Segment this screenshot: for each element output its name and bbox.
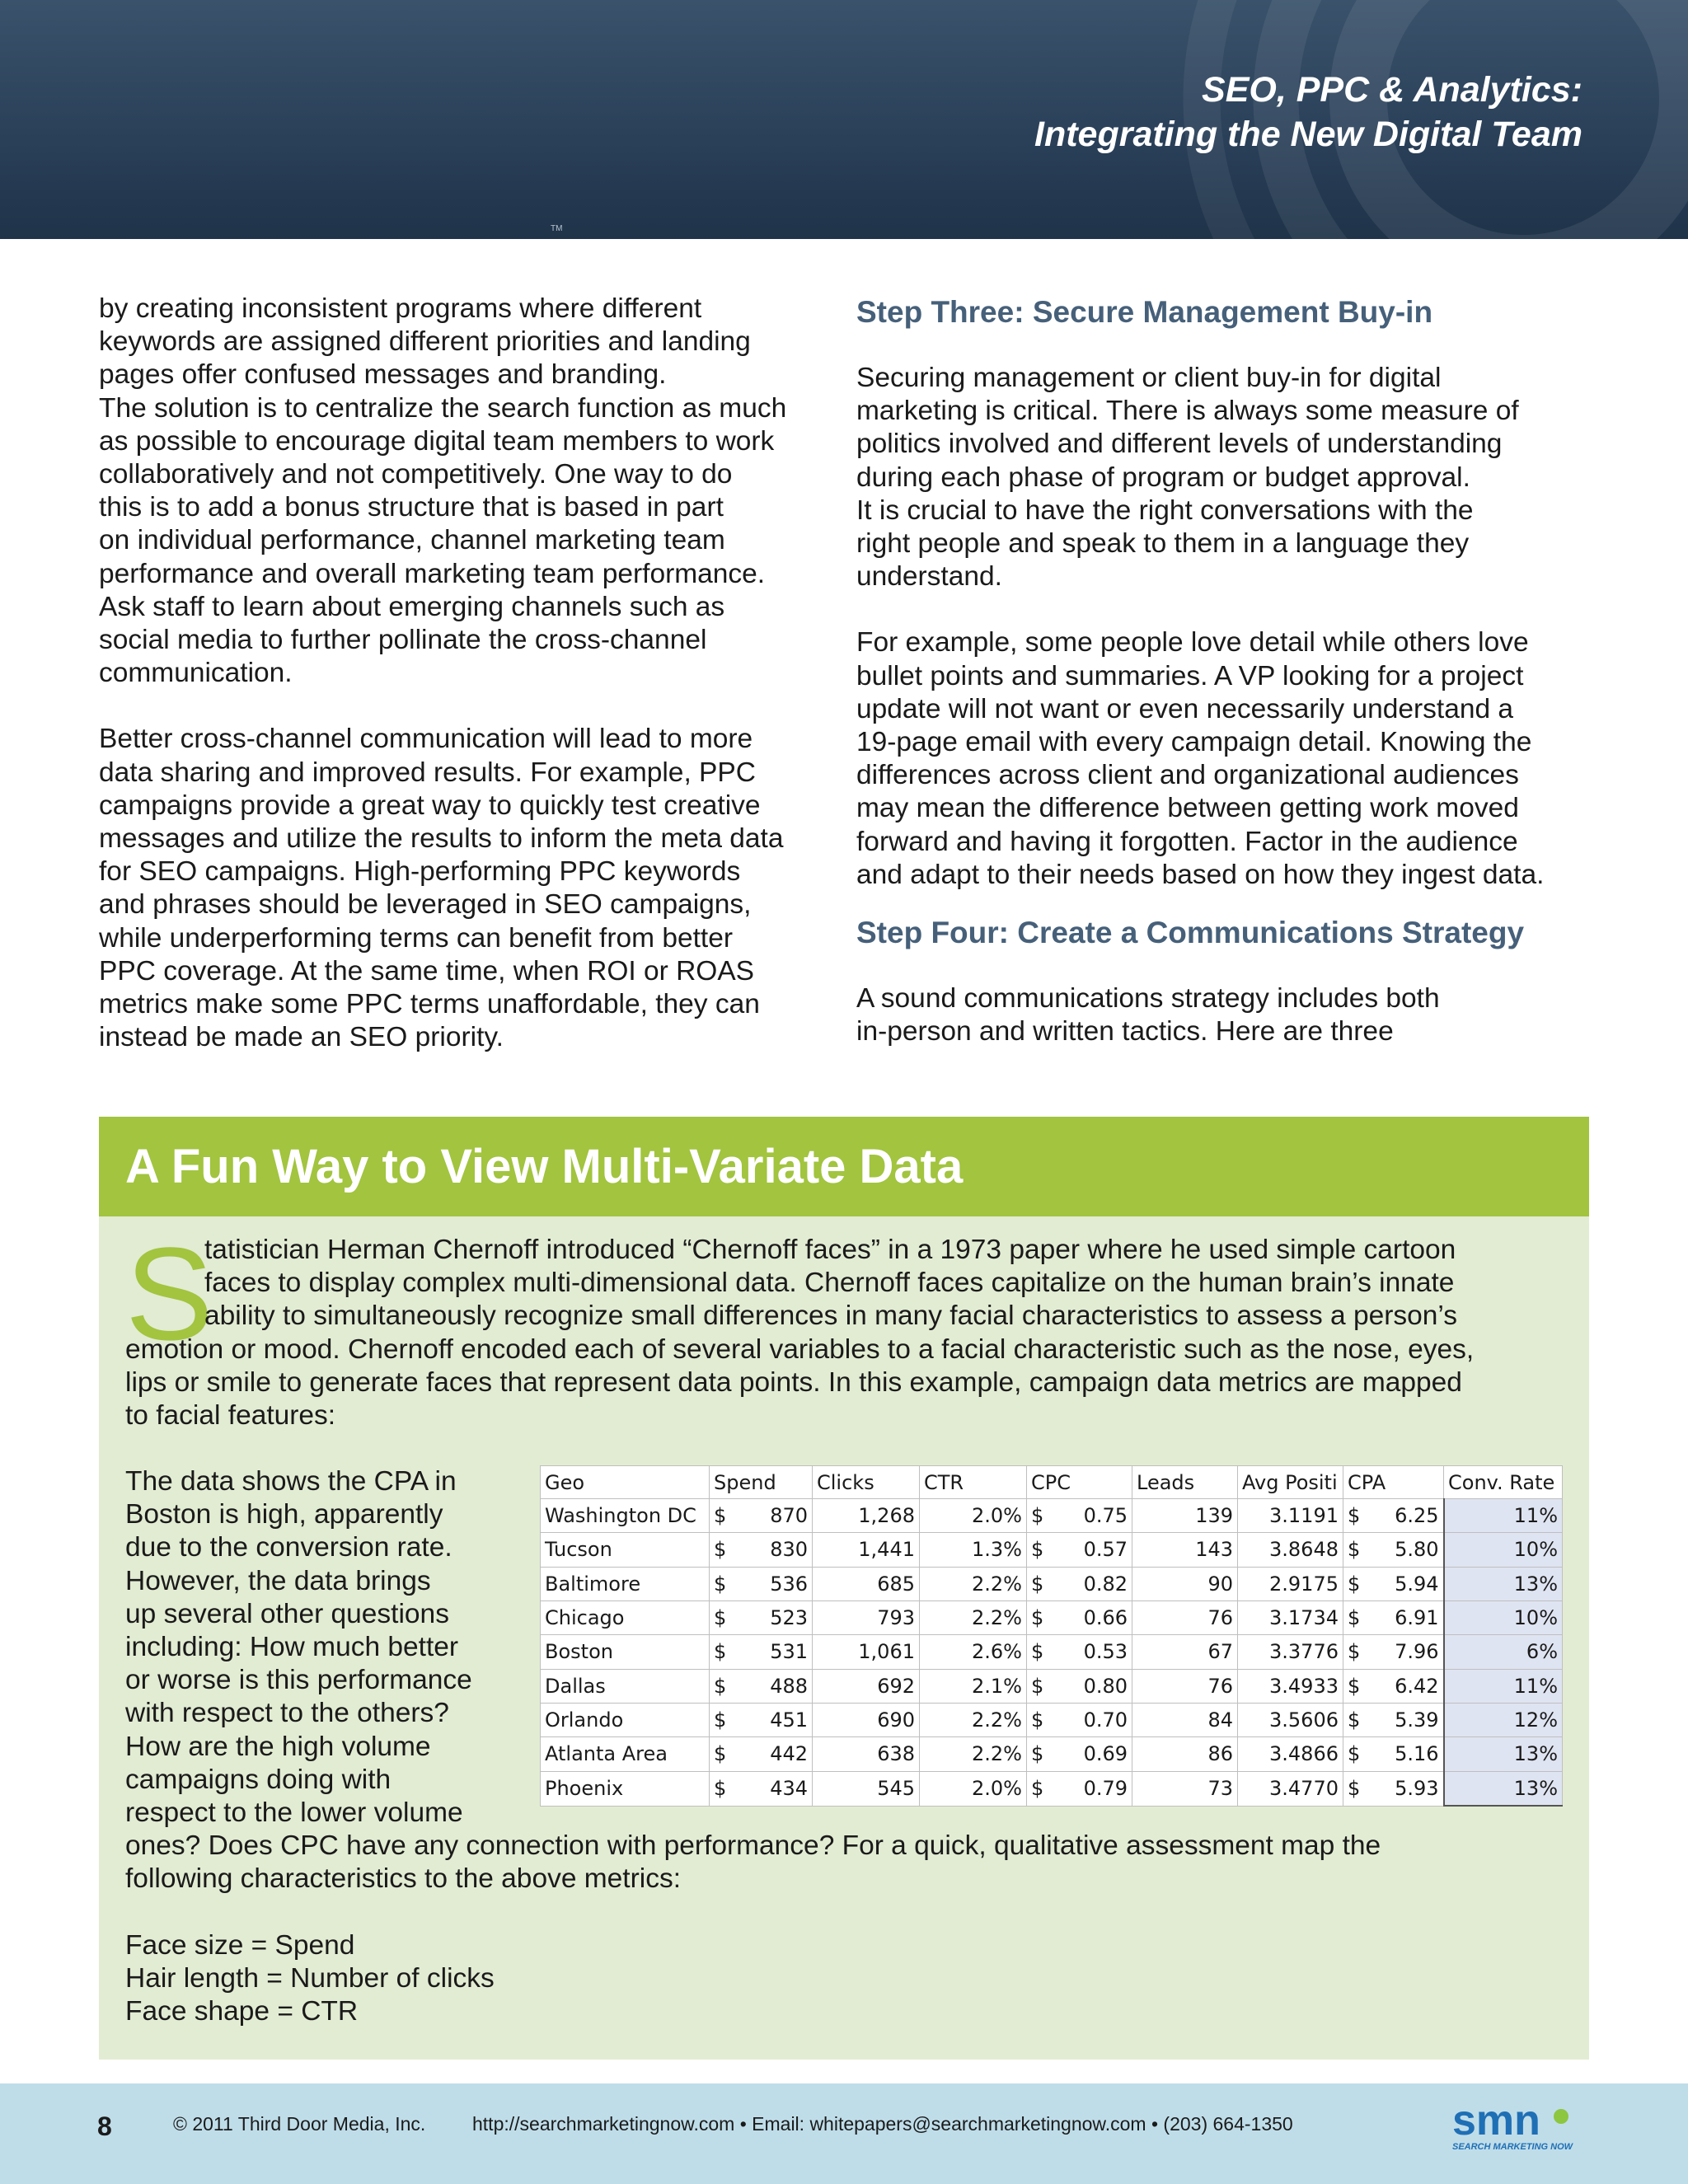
text-line: 19-page email with every campaign detail. Knowing the <box>856 727 1532 758</box>
text-line: social media to further pollinate the cross-channel <box>99 625 707 656</box>
text-line: PPC coverage. At the same time, when ROI or ROAS <box>99 955 755 987</box>
text-line: respect to the lower volume <box>125 1797 463 1829</box>
campaign-data-table <box>540 1465 1563 1807</box>
table-column-header: Geo <box>541 1466 710 1499</box>
text-line: for SEO campaigns. High-performing PPC keywords <box>99 856 741 888</box>
table-cell: $ 0.53 <box>1027 1635 1132 1669</box>
table-cell: 13% <box>1444 1567 1563 1601</box>
table-cell: $ 0.70 <box>1027 1703 1132 1736</box>
table-cell: Orlando <box>541 1703 710 1736</box>
right-paragraph-2 <box>856 626 1598 892</box>
table-row <box>541 1635 1563 1669</box>
table-cell: $ 5.80 <box>1343 1533 1444 1567</box>
table-cell: 90 <box>1132 1567 1238 1601</box>
text-line: update will not want or even necessarily understand a <box>856 693 1514 724</box>
table-cell: 545 <box>813 1771 920 1806</box>
step-three-heading: Step Three: Secure Management Buy-in <box>856 295 1433 329</box>
trademark-mark: TM <box>551 224 563 233</box>
table-cell: Washington DC <box>541 1499 710 1533</box>
table-cell: $ 5.16 <box>1343 1737 1444 1771</box>
table-cell: 1,268 <box>813 1499 920 1533</box>
table-cell: $ 523 <box>710 1601 813 1634</box>
text-line: messages and utilize the results to inform the meta data <box>99 823 784 855</box>
text-line: following characteristics to the above metrics: <box>125 1863 682 1895</box>
text-line: Face size = Spend <box>125 1930 355 1961</box>
text-line: data sharing and improved results. For example, PPC <box>99 757 756 788</box>
table-cell: $ 531 <box>710 1635 813 1669</box>
table-cell: 3.1191 <box>1238 1499 1343 1533</box>
text-line: A sound communications strategy includes both <box>856 983 1440 1015</box>
table-cell: 1,061 <box>813 1635 920 1669</box>
table-cell: 2.6% <box>920 1635 1027 1669</box>
table-row <box>541 1771 1563 1806</box>
step-four-heading: Step Four: Create a Communications Strategy <box>856 916 1525 950</box>
table-cell: 86 <box>1132 1737 1238 1771</box>
text-line: with respect to the others? <box>125 1698 449 1729</box>
text-line: The solution is to centralize the search function as much <box>99 392 787 424</box>
table-cell: $ 7.96 <box>1343 1635 1444 1669</box>
table-cell: $ 0.75 <box>1027 1499 1132 1533</box>
right-paragraph-1 <box>856 362 1598 593</box>
table-cell: $ 442 <box>710 1737 813 1771</box>
text-line: Hair length = Number of clicks <box>125 1963 495 1994</box>
text-line: How are the high volume <box>125 1731 431 1762</box>
table-row <box>541 1499 1563 1533</box>
table-cell: 1.3% <box>920 1533 1027 1567</box>
table-cell: $ 0.80 <box>1027 1669 1132 1703</box>
right-column <box>856 293 1598 1048</box>
table-cell: 2.1% <box>920 1669 1027 1703</box>
table-cell: 2.2% <box>920 1703 1027 1736</box>
callout-intro-full <box>125 1333 1576 1433</box>
table-header-row <box>541 1466 1563 1499</box>
text-line: and adapt to their needs based on how they ingest data. <box>856 859 1545 890</box>
callout-title: A Fun Way to View Multi-Variate Data <box>125 1140 964 1193</box>
contact-info: http://searchmarketingnow.com • Email: whitepapers@searchmarketingnow.com • (203) 664-1350 <box>472 2113 1293 2135</box>
table-row <box>541 1567 1563 1601</box>
table-cell: $ 0.57 <box>1027 1533 1132 1567</box>
table-cell: 3.4866 <box>1238 1737 1343 1771</box>
text-line: pages offer confused messages and branding. <box>99 359 667 391</box>
table-cell: $ 6.91 <box>1343 1601 1444 1634</box>
table-cell: $ 6.42 <box>1343 1669 1444 1703</box>
table-cell: $ 5.94 <box>1343 1567 1444 1601</box>
text-line: forward and having it forgotten. Factor in the audience <box>856 826 1518 857</box>
text-line: understand. <box>856 561 1002 593</box>
text-line: campaigns provide a great way to quickly test creative <box>99 790 761 821</box>
document-title-line-1: SEO, PPC & Analytics: <box>1202 70 1582 110</box>
text-line: instead be made an SEO priority. <box>99 1022 504 1053</box>
text-line: For example, some people love detail while others love <box>856 627 1529 658</box>
table-cell: $ 830 <box>710 1533 813 1567</box>
table-cell: $ 5.93 <box>1343 1771 1444 1806</box>
table-cell: 690 <box>813 1703 920 1736</box>
text-line: due to the conversion rate. <box>125 1532 452 1563</box>
table-cell: Chicago <box>541 1601 710 1634</box>
text-line: by creating inconsistent programs where different <box>99 293 702 324</box>
text-line: up several other questions <box>125 1598 449 1629</box>
table-column-header: CPC <box>1027 1466 1132 1499</box>
text-line: or worse is this performance <box>125 1665 472 1696</box>
table-cell: 3.1734 <box>1238 1601 1343 1634</box>
table-cell: 139 <box>1132 1499 1238 1533</box>
text-line: on individual performance, channel marketing team <box>99 525 725 556</box>
table-cell: Atlanta Area <box>541 1737 710 1771</box>
table-cell: Tucson <box>541 1533 710 1567</box>
table-row <box>541 1737 1563 1771</box>
text-line: Ask staff to learn about emerging channels such as <box>99 591 725 622</box>
document-title-line-2: Integrating the New Digital Team <box>1034 115 1582 154</box>
text-line: It is crucial to have the right conversations with the <box>856 494 1474 526</box>
smn-logo-icon <box>1451 2097 1591 2154</box>
table-cell: $ 434 <box>710 1771 813 1806</box>
table-cell: 11% <box>1444 1499 1563 1533</box>
table-cell: 2.0% <box>920 1771 1027 1806</box>
text-line: in-person and written tactics. Here are three <box>856 1016 1394 1047</box>
table-cell: 638 <box>813 1737 920 1771</box>
text-line: politics involved and different levels of understanding <box>856 429 1503 460</box>
text-line: communication. <box>99 658 293 689</box>
table-cell: 13% <box>1444 1737 1563 1771</box>
table-cell: 3.4933 <box>1238 1669 1343 1703</box>
document-title <box>1034 68 1582 157</box>
table-cell: Baltimore <box>541 1567 710 1601</box>
callout-intro-indented <box>204 1234 1573 1333</box>
drop-cap: S <box>125 1220 213 1367</box>
table-column-header: Conv. Rate <box>1444 1466 1563 1499</box>
text-line: However, the data brings <box>125 1565 431 1596</box>
table-cell: 685 <box>813 1567 920 1601</box>
right-paragraph-3 <box>856 982 1598 1048</box>
table-cell: $ 0.69 <box>1027 1737 1132 1771</box>
table-column-header: Clicks <box>813 1466 920 1499</box>
text-line: faces to display complex multi-dimensional data. Chernoff faces capitalize on the human brain’s innate <box>204 1268 1455 1299</box>
page-number: 8 <box>97 2111 112 2141</box>
table-row <box>541 1601 1563 1634</box>
table-cell: 73 <box>1132 1771 1238 1806</box>
feature-mapping-list <box>125 1929 495 2029</box>
table-cell: 793 <box>813 1601 920 1634</box>
table-cell: 10% <box>1444 1533 1563 1567</box>
table-cell: 2.9175 <box>1238 1567 1343 1601</box>
text-line: Securing management or client buy-in for digital <box>856 363 1442 393</box>
table-row <box>541 1533 1563 1567</box>
table-cell: 3.5606 <box>1238 1703 1343 1736</box>
text-line: right people and speak to them in a language they <box>856 528 1470 560</box>
table-cell: 1,441 <box>813 1533 920 1567</box>
table-cell: Boston <box>541 1635 710 1669</box>
table-cell: 12% <box>1444 1703 1563 1736</box>
left-paragraph-1 <box>99 293 841 690</box>
logo-text: smn <box>1452 2097 1540 2144</box>
text-line: emotion or mood. Chernoff encoded each of several variables to a facial characteristic such as the nose, eyes, <box>125 1334 1475 1365</box>
callout-side-text <box>125 1465 521 1830</box>
table-cell: 692 <box>813 1669 920 1703</box>
table-cell: 11% <box>1444 1669 1563 1703</box>
text-line: lips or smile to generate faces that represent data points. In this example, campaign data metrics are mapped <box>125 1367 1462 1399</box>
table-cell: 76 <box>1132 1669 1238 1703</box>
table-cell: Phoenix <box>541 1771 710 1806</box>
table-cell: $ 0.66 <box>1027 1601 1132 1634</box>
table-row <box>541 1669 1563 1703</box>
text-line: may mean the difference between getting work moved <box>856 793 1519 824</box>
logo-tagline: SEARCH MARKETING NOW <box>1452 2142 1573 2152</box>
text-line: Better cross-channel communication will lead to more <box>99 724 753 755</box>
table-cell: 2.0% <box>920 1499 1027 1533</box>
table-cell: 76 <box>1132 1601 1238 1634</box>
table-cell: 84 <box>1132 1703 1238 1736</box>
text-line: and phrases should be leveraged in SEO campaigns, <box>99 889 752 921</box>
text-line: The data shows the CPA in <box>125 1466 457 1497</box>
table-column-header: CTR <box>920 1466 1027 1499</box>
table-row <box>541 1703 1563 1736</box>
table-cell: $ 5.39 <box>1343 1703 1444 1736</box>
left-column <box>99 293 841 1054</box>
table-cell: 143 <box>1132 1533 1238 1567</box>
text-line: including: How much better <box>125 1632 459 1663</box>
table-cell: 3.8648 <box>1238 1533 1343 1567</box>
table-cell: Dallas <box>541 1669 710 1703</box>
callout-after-text <box>125 1830 1576 1896</box>
table-column-header: Spend <box>710 1466 813 1499</box>
text-line: keywords are assigned different priorities and landing <box>99 326 751 358</box>
page-footer <box>0 2083 1688 2184</box>
table-cell: 3.4770 <box>1238 1771 1343 1806</box>
text-line: performance and overall marketing team performance. <box>99 558 766 589</box>
text-line: tatistician Herman Chernoff introduced “Chernoff faces” in a 1973 paper where he used simple cartoon <box>204 1235 1456 1265</box>
table-cell: $ 0.82 <box>1027 1567 1132 1601</box>
text-line: differences across client and organizational audiences <box>856 760 1519 791</box>
text-line: Boston is high, apparently <box>125 1499 443 1530</box>
table-cell: $ 870 <box>710 1499 813 1533</box>
table-cell: 2.2% <box>920 1737 1027 1771</box>
table-cell: $ 451 <box>710 1703 813 1736</box>
left-paragraph-2 <box>99 723 841 1054</box>
text-line: campaigns doing with <box>125 1764 392 1795</box>
text-line: metrics make some PPC terms unaffordable, they can <box>99 989 760 1020</box>
callout-header <box>99 1117 1589 1216</box>
table-cell: 67 <box>1132 1635 1238 1669</box>
text-line: while underperforming terms can benefit from better <box>99 922 733 954</box>
table-cell: 2.2% <box>920 1601 1027 1634</box>
copyright-text: © 2011 Third Door Media, Inc. <box>173 2113 426 2135</box>
text-line: this is to add a bonus structure that is based in part <box>99 492 724 523</box>
text-line: ability to simultaneously recognize small differences in many facial characteristics to assess a person’s <box>204 1301 1457 1332</box>
table-cell: 3.3776 <box>1238 1635 1343 1669</box>
text-line: collaboratively and not competitively. One way to do <box>99 459 733 490</box>
table-cell: 2.2% <box>920 1567 1027 1601</box>
table-cell: 6% <box>1444 1635 1563 1669</box>
table-cell: $ 536 <box>710 1567 813 1601</box>
text-line: marketing is critical. There is always some measure of <box>856 396 1519 427</box>
table-cell: $ 0.79 <box>1027 1771 1132 1806</box>
text-line: as possible to encourage digital team members to work <box>99 425 775 457</box>
table-cell: $ 6.25 <box>1343 1499 1444 1533</box>
text-line: Face shape = CTR <box>125 1996 359 2027</box>
page-header <box>0 0 1688 239</box>
table-cell: 10% <box>1444 1601 1563 1634</box>
table-column-header: CPA <box>1343 1466 1444 1499</box>
text-line: during each phase of program or budget approval. <box>856 462 1470 493</box>
table-column-header: Avg Positi <box>1238 1466 1343 1499</box>
text-line: bullet points and summaries. A VP looking for a project <box>856 660 1524 691</box>
text-line: ones? Does CPC have any connection with performance? For a quick, qualitative assessment map the <box>125 1830 1381 1861</box>
text-line: to facial features: <box>125 1400 336 1432</box>
table-column-header: Leads <box>1132 1466 1238 1499</box>
table-cell: $ 488 <box>710 1669 813 1703</box>
table-cell: 13% <box>1444 1771 1563 1806</box>
